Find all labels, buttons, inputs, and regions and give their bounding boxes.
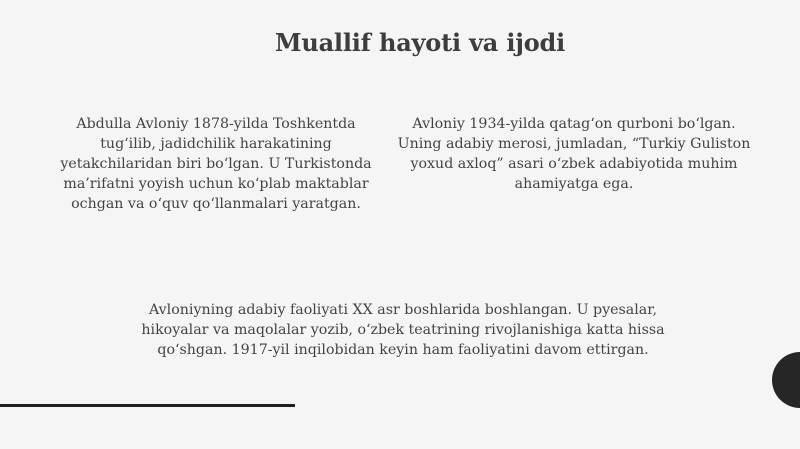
slide-title: Muallif hayoti va ijodi bbox=[274, 28, 566, 57]
decorative-rule bbox=[0, 404, 295, 407]
paragraph-biography: Abdulla Avloniy 1878-yilda Toshkentda tug‘ilib, jadidchilik harakatining yetakchilaridan biri bo‘lgan. U Turkistonda ma’rifatni yoyish uchun ko‘plab maktablar ochgan va o‘quv qo‘llanmalari yaratgan. bbox=[60, 116, 372, 212]
paragraph-legacy: Avloniy 1934-yilda qatag‘on qurboni bo‘lgan. Uning adabiy merosi, jumladan, “Turkiy Guliston yoxud axloq” asari o‘zbek adabiyotida muhim ahamiyatga ega. bbox=[397, 116, 751, 192]
decorative-circle bbox=[772, 352, 800, 408]
paragraph-literary-activity: Avloniyning adabiy faoliyati XX asr boshlarida boshlangan. U pyesalar, hikoyalar va maqolalar yozib, o‘zbek teatrining rivojlanishiga katta hissa qo‘shgan. 1917-yil inqilobidan keyin ham faoliyatini davom ettirgan. bbox=[141, 302, 665, 358]
